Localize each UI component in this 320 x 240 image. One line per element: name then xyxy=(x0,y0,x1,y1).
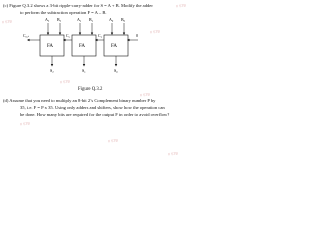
label-b1: B₁ xyxy=(89,17,94,22)
question-c-line-1 xyxy=(3,3,153,8)
question-c-label: (c) xyxy=(3,3,9,8)
question-c-line-2: to perform the subtraction operation F = A – B. xyxy=(20,10,107,15)
full-adder-1-label: FA xyxy=(79,44,86,49)
input-arrowheads xyxy=(47,33,125,36)
watermark: # STB xyxy=(107,138,119,144)
figure-caption: Figure Q.3.2 xyxy=(78,87,103,92)
watermark: # STB xyxy=(139,92,151,98)
label-c2: C₂ xyxy=(66,34,70,38)
label-c1: C₁ xyxy=(98,34,102,38)
label-a0: A₀ xyxy=(109,17,114,22)
question-d-text-1: Assume that you need to multiply an 8-bit 2’s Complement binary number P by xyxy=(9,98,156,103)
label-s1: S₁ xyxy=(82,68,86,73)
question-c-text-1: Figure Q.3.2 shows a 3-bit ripple-carry-adder for S = A + B. Modify the adder xyxy=(9,3,153,8)
label-s0: S₀ xyxy=(114,68,118,73)
question-d-label: (d) xyxy=(3,98,9,103)
label-cout: Cₒᵤₜ xyxy=(23,34,29,38)
sum-arrowheads xyxy=(51,64,117,67)
watermark: # STB xyxy=(59,79,71,85)
watermark: # STB xyxy=(167,151,179,157)
watermark: # STB xyxy=(149,29,161,35)
label-a2: A₂ xyxy=(45,17,50,22)
full-adder-0-label: FA xyxy=(111,44,118,49)
watermark: # STB xyxy=(1,19,13,25)
label-b0: B₀ xyxy=(121,17,126,22)
label-s2: S₂ xyxy=(50,68,54,73)
label-cin: 0 xyxy=(136,33,138,38)
question-d-line-1 xyxy=(3,98,155,103)
watermark: # STB xyxy=(175,3,187,9)
ripple-carry-adder-figure xyxy=(0,17,200,93)
question-d-line-2: 35, i.e. F = P x 35. Using only adders and shifters, show how the operation can xyxy=(20,105,165,110)
label-a1: A₁ xyxy=(77,17,82,22)
watermark: # STB xyxy=(19,121,31,127)
full-adder-2-label: FA xyxy=(47,44,54,49)
label-b2: B₂ xyxy=(57,17,62,22)
sum-wires xyxy=(52,56,116,65)
question-d-line-3: be done. How many bits are required for the output F in order to avoid overflow? xyxy=(20,112,170,117)
input-wires xyxy=(48,23,124,34)
